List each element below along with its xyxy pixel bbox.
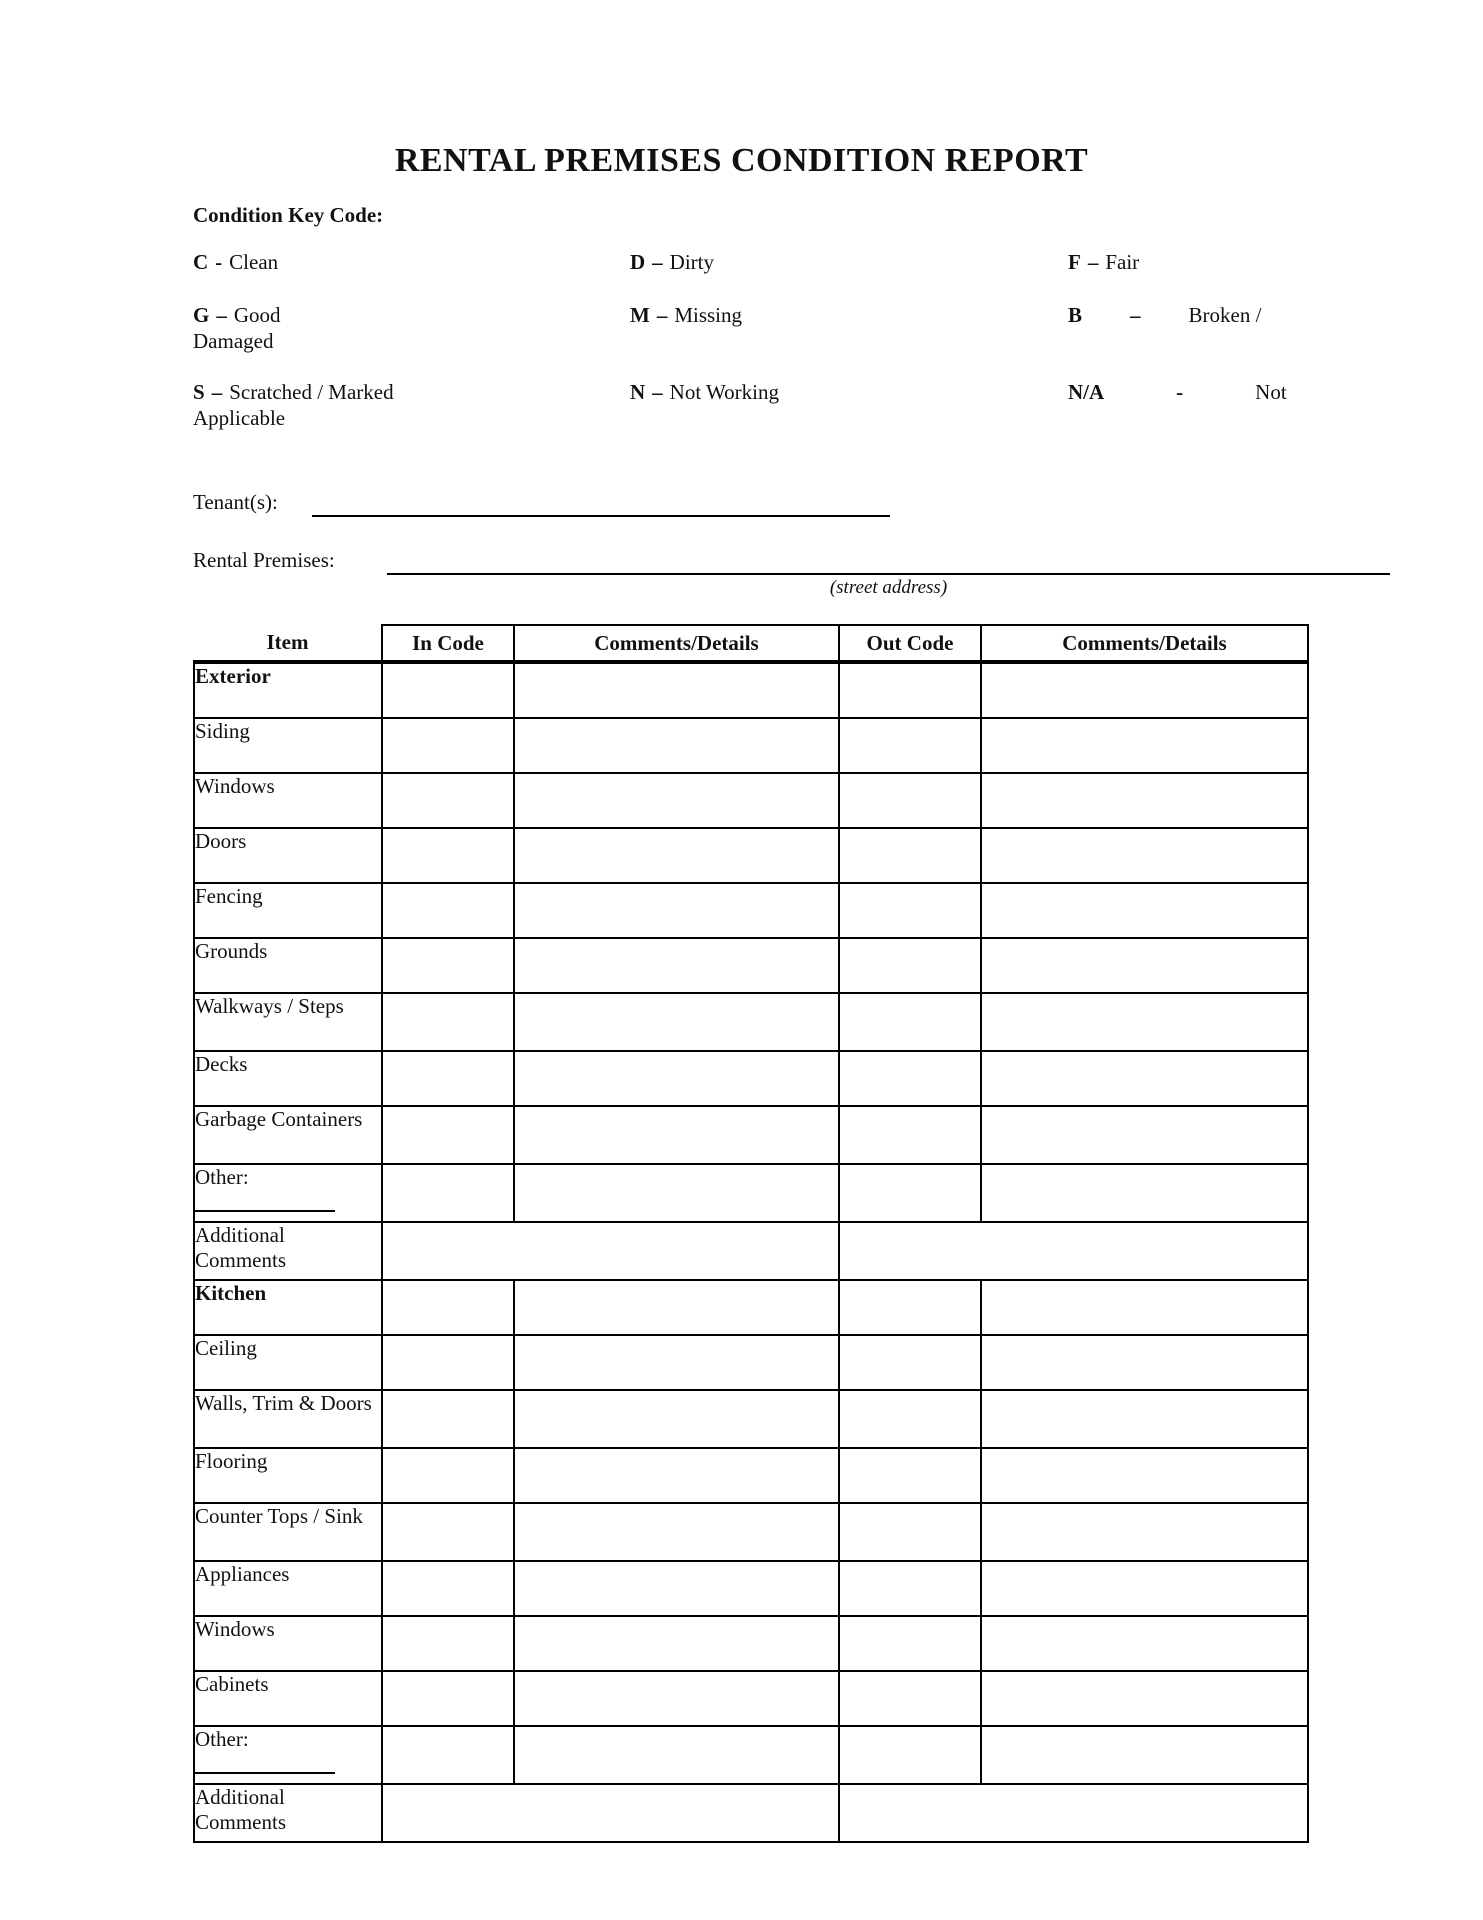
cell-out-code[interactable] bbox=[839, 938, 981, 993]
cell-in-comments[interactable] bbox=[514, 828, 839, 883]
street-address-hint: (street address) bbox=[829, 577, 948, 598]
key-entry-good bbox=[193, 303, 281, 328]
cell-out-comments[interactable] bbox=[981, 1726, 1308, 1784]
cell-in-comments[interactable] bbox=[514, 938, 839, 993]
key-dash: – bbox=[656, 303, 668, 327]
key-code-letter: B bbox=[1068, 303, 1083, 327]
cell-out-code[interactable] bbox=[839, 1726, 981, 1784]
table-row bbox=[194, 1726, 1308, 1784]
cell-in-comments-merged[interactable] bbox=[382, 1222, 839, 1280]
column-header-out-code: Out Code bbox=[839, 625, 981, 662]
item-label-cell bbox=[194, 1335, 382, 1390]
cell-out-code[interactable] bbox=[839, 1335, 981, 1390]
cell-in-code[interactable] bbox=[382, 938, 514, 993]
cell-out-comments[interactable] bbox=[981, 1390, 1308, 1448]
key-dash: - bbox=[1176, 380, 1184, 404]
condition-table-body bbox=[194, 662, 1308, 1842]
item-label-cell bbox=[194, 1726, 382, 1784]
cell-out-comments[interactable] bbox=[981, 1448, 1308, 1503]
cell-out-code[interactable] bbox=[839, 993, 981, 1051]
key-label: Not bbox=[1255, 380, 1287, 404]
cell-out-comments[interactable] bbox=[981, 1164, 1308, 1222]
table-row bbox=[194, 1164, 1308, 1222]
table-row bbox=[194, 1671, 1308, 1726]
cell-out-comments[interactable] bbox=[981, 938, 1308, 993]
cell-in-code[interactable] bbox=[382, 1390, 514, 1448]
other-fill-line[interactable] bbox=[195, 1190, 335, 1212]
cell-out-code[interactable] bbox=[839, 1671, 981, 1726]
key-dash: – bbox=[652, 250, 663, 274]
table-row bbox=[194, 1616, 1308, 1671]
cell-out-comments[interactable] bbox=[981, 993, 1308, 1051]
cell-out-code[interactable] bbox=[839, 883, 981, 938]
table-row bbox=[194, 1280, 1308, 1335]
key-code-letter: C bbox=[193, 250, 209, 274]
cell-in-code[interactable] bbox=[382, 1335, 514, 1390]
cell-out-comments[interactable] bbox=[981, 1280, 1308, 1335]
cell-in-code[interactable] bbox=[382, 1106, 514, 1164]
item-label-cell bbox=[194, 883, 382, 938]
key-code-letter: D bbox=[630, 250, 646, 274]
item-label-cell bbox=[194, 993, 382, 1051]
cell-out-comments[interactable] bbox=[981, 1561, 1308, 1616]
cell-in-code[interactable] bbox=[382, 1051, 514, 1106]
item-label-cell bbox=[194, 1164, 382, 1222]
item-label: Windows bbox=[195, 774, 275, 798]
cell-out-comments[interactable] bbox=[981, 1616, 1308, 1671]
key-label: Dirty bbox=[669, 250, 714, 274]
cell-in-comments[interactable] bbox=[514, 883, 839, 938]
cell-in-comments[interactable] bbox=[514, 1616, 839, 1671]
table-row bbox=[194, 718, 1308, 773]
cell-out-comments[interactable] bbox=[981, 1671, 1308, 1726]
key-code-letter: M bbox=[630, 303, 650, 327]
tenants-fill-line[interactable] bbox=[312, 493, 890, 517]
key-code-letter: N/A bbox=[1068, 380, 1105, 404]
key-dash: – bbox=[1087, 250, 1099, 274]
cell-in-comments[interactable] bbox=[514, 1726, 839, 1784]
cell-out-code[interactable] bbox=[839, 828, 981, 883]
key-label: Scratched / Marked bbox=[229, 380, 394, 404]
condition-key-code-heading: Condition Key Code: bbox=[193, 203, 384, 227]
key-entry-not-working bbox=[630, 380, 779, 405]
item-label-cell bbox=[194, 938, 382, 993]
table-row bbox=[194, 1561, 1308, 1616]
document-title: RENTAL PREMISES CONDITION REPORT bbox=[394, 142, 1089, 179]
cell-out-comments[interactable] bbox=[981, 662, 1308, 718]
key-dash: – bbox=[216, 303, 227, 327]
cell-out-comments[interactable] bbox=[981, 718, 1308, 773]
key-label: Fair bbox=[1105, 250, 1140, 274]
table-row bbox=[194, 1503, 1308, 1561]
item-label: Appliances bbox=[195, 1562, 290, 1586]
cell-in-code[interactable] bbox=[382, 1164, 514, 1222]
key-code-letter: G bbox=[193, 303, 210, 327]
table-row bbox=[194, 1051, 1308, 1106]
key-wrap-applicable: Applicable bbox=[193, 406, 286, 430]
cell-out-comments[interactable] bbox=[981, 883, 1308, 938]
cell-in-comments[interactable] bbox=[514, 1051, 839, 1106]
cell-in-comments[interactable] bbox=[514, 1503, 839, 1561]
cell-in-code[interactable] bbox=[382, 1280, 514, 1335]
cell-in-comments-merged[interactable] bbox=[382, 1784, 839, 1842]
table-row bbox=[194, 1222, 1308, 1280]
cell-out-comments[interactable] bbox=[981, 1503, 1308, 1561]
key-entry-clean bbox=[193, 250, 278, 275]
table-row bbox=[194, 1106, 1308, 1164]
item-label: Other: bbox=[195, 1727, 249, 1751]
cell-out-code[interactable] bbox=[839, 1164, 981, 1222]
cell-in-code[interactable] bbox=[382, 718, 514, 773]
key-entry-broken bbox=[1068, 303, 1261, 328]
table-row bbox=[194, 773, 1308, 828]
item-label-cell bbox=[194, 1222, 382, 1280]
rental-premises-label: Rental Premises: bbox=[193, 548, 335, 572]
cell-in-code[interactable] bbox=[382, 662, 514, 718]
key-code-letter: S bbox=[193, 380, 205, 404]
item-label-cell bbox=[194, 828, 382, 883]
item-label: Fencing bbox=[195, 884, 263, 908]
cell-in-comments[interactable] bbox=[514, 1335, 839, 1390]
item-label: Additional Comments bbox=[195, 1223, 287, 1272]
item-label: Counter Tops / Sink bbox=[195, 1504, 363, 1528]
cell-in-code[interactable] bbox=[382, 1726, 514, 1784]
section-label-cell bbox=[194, 662, 382, 718]
key-label: Good bbox=[233, 303, 281, 327]
cell-out-code[interactable] bbox=[839, 1390, 981, 1448]
tenants-label: Tenant(s): bbox=[193, 490, 278, 514]
item-label: Garbage Containers bbox=[195, 1107, 363, 1131]
column-header-in-code: In Code bbox=[382, 625, 514, 662]
cell-in-comments[interactable] bbox=[514, 1448, 839, 1503]
table-row bbox=[194, 883, 1308, 938]
key-entry-scratched bbox=[193, 380, 394, 405]
cell-in-code[interactable] bbox=[382, 1616, 514, 1671]
key-label: Clean bbox=[229, 250, 279, 274]
section-label-cell bbox=[194, 1280, 382, 1335]
item-label: Additional Comments bbox=[195, 1785, 287, 1834]
cell-in-code[interactable] bbox=[382, 1671, 514, 1726]
table-header-row bbox=[194, 625, 1308, 662]
item-label: Doors bbox=[195, 829, 247, 853]
item-label: Flooring bbox=[195, 1449, 268, 1473]
table-row bbox=[194, 828, 1308, 883]
table-row bbox=[194, 993, 1308, 1051]
rental-premises-fill-line[interactable] bbox=[387, 551, 1390, 575]
item-label-cell bbox=[194, 1561, 382, 1616]
item-label: Exterior bbox=[195, 664, 271, 688]
key-code-letter: N bbox=[630, 380, 646, 404]
cell-out-code[interactable] bbox=[839, 1616, 981, 1671]
cell-in-comments[interactable] bbox=[514, 718, 839, 773]
column-header-in-comments: Comments/Details bbox=[514, 625, 839, 662]
cell-out-code[interactable] bbox=[839, 1280, 981, 1335]
cell-out-comments[interactable] bbox=[981, 828, 1308, 883]
item-label: Walls, Trim & Doors bbox=[195, 1391, 372, 1415]
cell-out-comments-merged[interactable] bbox=[839, 1222, 1308, 1280]
column-header-out-comments: Comments/Details bbox=[981, 625, 1308, 662]
key-wrap-damaged: Damaged bbox=[193, 329, 274, 353]
cell-out-code[interactable] bbox=[839, 1106, 981, 1164]
cell-out-comments[interactable] bbox=[981, 1335, 1308, 1390]
item-label: Windows bbox=[195, 1617, 275, 1641]
cell-in-code[interactable] bbox=[382, 1503, 514, 1561]
item-label-cell bbox=[194, 1503, 382, 1561]
key-entry-dirty bbox=[630, 250, 714, 275]
cell-in-comments[interactable] bbox=[514, 662, 839, 718]
condition-table bbox=[193, 624, 1309, 1843]
key-dash: – bbox=[652, 380, 663, 404]
item-label: Other: bbox=[195, 1165, 249, 1189]
cell-in-comments[interactable] bbox=[514, 1280, 839, 1335]
cell-out-code[interactable] bbox=[839, 718, 981, 773]
cell-in-comments[interactable] bbox=[514, 1390, 839, 1448]
item-label-cell bbox=[194, 1784, 382, 1842]
table-row bbox=[194, 1390, 1308, 1448]
item-label-cell bbox=[194, 1616, 382, 1671]
item-label-cell bbox=[194, 1390, 382, 1448]
table-row bbox=[194, 1784, 1308, 1842]
table-row bbox=[194, 938, 1308, 993]
key-dash: – bbox=[211, 380, 223, 404]
item-label-cell bbox=[194, 773, 382, 828]
item-label: Siding bbox=[195, 719, 250, 743]
key-label: Missing bbox=[674, 303, 743, 327]
cell-in-code[interactable] bbox=[382, 828, 514, 883]
cell-out-code[interactable] bbox=[839, 1561, 981, 1616]
item-label: Kitchen bbox=[195, 1281, 267, 1305]
key-label: Not Working bbox=[669, 380, 780, 404]
key-entry-missing bbox=[630, 303, 742, 328]
cell-out-comments-merged[interactable] bbox=[839, 1784, 1308, 1842]
cell-in-comments[interactable] bbox=[514, 1561, 839, 1616]
other-fill-line[interactable] bbox=[195, 1752, 335, 1774]
cell-in-code[interactable] bbox=[382, 1561, 514, 1616]
table-row bbox=[194, 1448, 1308, 1503]
key-entry-not-applicable bbox=[1068, 380, 1287, 405]
cell-out-code[interactable] bbox=[839, 662, 981, 718]
cell-in-code[interactable] bbox=[382, 1448, 514, 1503]
item-label: Walkways / Steps bbox=[195, 994, 344, 1018]
cell-out-code[interactable] bbox=[839, 1051, 981, 1106]
table-row bbox=[194, 662, 1308, 718]
cell-in-comments[interactable] bbox=[514, 1106, 839, 1164]
item-label-cell bbox=[194, 1448, 382, 1503]
key-label: Broken / bbox=[1188, 303, 1262, 327]
cell-out-comments[interactable] bbox=[981, 1051, 1308, 1106]
item-label: Cabinets bbox=[195, 1672, 269, 1696]
cell-in-code[interactable] bbox=[382, 773, 514, 828]
key-code-letter: F bbox=[1068, 250, 1081, 274]
column-header-item: Item bbox=[194, 625, 382, 662]
cell-out-code[interactable] bbox=[839, 1448, 981, 1503]
cell-out-comments[interactable] bbox=[981, 773, 1308, 828]
key-entry-fair bbox=[1068, 250, 1139, 275]
item-label-cell bbox=[194, 1051, 382, 1106]
cell-in-comments[interactable] bbox=[514, 1164, 839, 1222]
cell-in-code[interactable] bbox=[382, 993, 514, 1051]
item-label-cell bbox=[194, 1671, 382, 1726]
item-label: Grounds bbox=[195, 939, 268, 963]
item-label-cell bbox=[194, 718, 382, 773]
cell-in-comments[interactable] bbox=[514, 993, 839, 1051]
cell-in-comments[interactable] bbox=[514, 1671, 839, 1726]
cell-out-code[interactable] bbox=[839, 773, 981, 828]
item-label: Decks bbox=[195, 1052, 248, 1076]
item-label: Ceiling bbox=[195, 1336, 257, 1360]
cell-out-code[interactable] bbox=[839, 1503, 981, 1561]
cell-in-code[interactable] bbox=[382, 883, 514, 938]
cell-in-comments[interactable] bbox=[514, 773, 839, 828]
key-dash: – bbox=[1130, 303, 1141, 327]
cell-out-comments[interactable] bbox=[981, 1106, 1308, 1164]
table-row bbox=[194, 1335, 1308, 1390]
item-label-cell bbox=[194, 1106, 382, 1164]
key-dash: - bbox=[215, 250, 223, 274]
